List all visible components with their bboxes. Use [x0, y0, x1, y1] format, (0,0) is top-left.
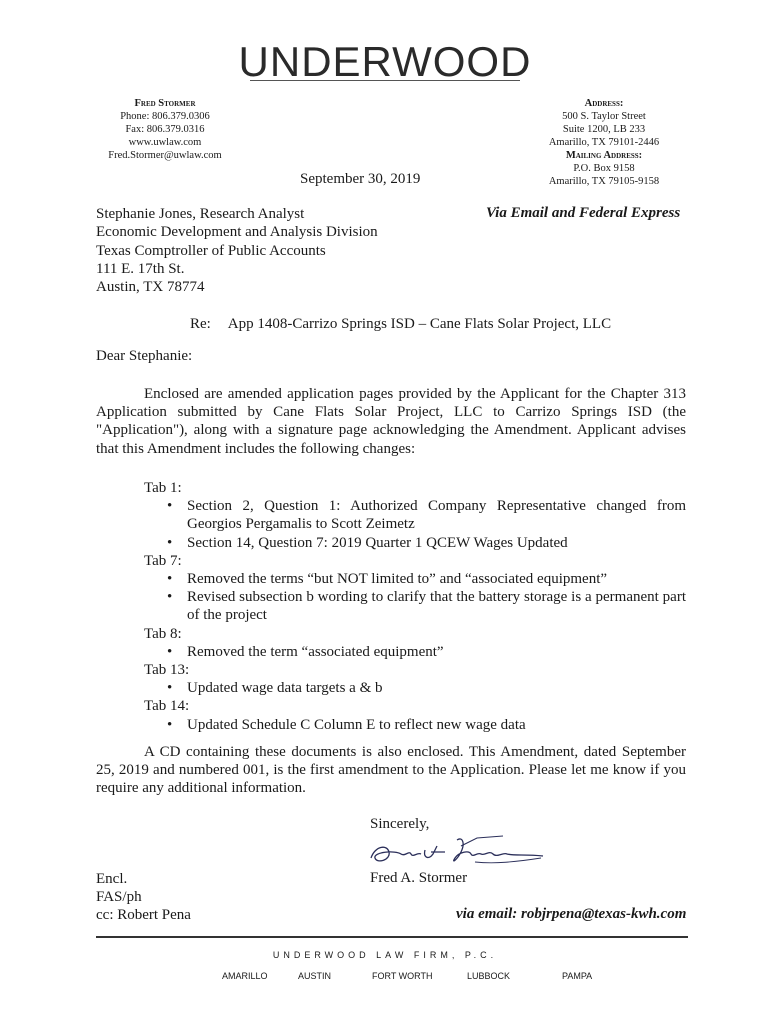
tab-label: Tab 13:: [144, 662, 190, 679]
paragraph-text: Enclosed are amended application pages provided by the Applicant for the Chapter 313 Application submitted by Cane Flats Solar Project, LLC to Carrizo Springs ISD (the "Application"), along with a signature page acknowledging the Amendment. Applicant advises that this Amendment includes the following changes:: [96, 386, 686, 457]
tab-1-items: [144, 497, 686, 552]
signer-name: Fred A. Stormer: [370, 870, 468, 886]
mailing-address-line: Amarillo, TX 79105-9158: [548, 176, 660, 187]
recipient-line: Economic Development and Analysis Division: [96, 224, 378, 241]
body-paragraph-1: [96, 385, 686, 458]
tab-label: Tab 14:: [144, 698, 190, 715]
mailing-address-label: Mailing Address:: [565, 150, 643, 161]
tab-13-items: [144, 679, 686, 697]
typist-initials: FAS/ph: [96, 889, 142, 906]
logo-underline: [250, 80, 520, 81]
tab-label: Tab 7:: [144, 552, 182, 569]
recipient-line: Stephanie Jones, Research Analyst: [96, 206, 305, 222]
re-line: [190, 316, 611, 333]
address-line: Suite 1200, LB 233: [562, 124, 646, 135]
list-item: • Updated Schedule C Column E to reflect new wage data: [144, 716, 686, 734]
cc-line: cc: Robert Pena: [96, 907, 191, 924]
body-paragraph-2: [96, 743, 686, 798]
recipient-address: [96, 205, 378, 296]
office-city: AMARILLO: [222, 971, 268, 981]
address-line: Amarillo, TX 79101-2446: [548, 137, 660, 148]
footer-divider: [96, 936, 688, 938]
footer-firm-name: UNDERWOOD LAW FIRM, P.C.: [272, 950, 498, 960]
sender-name: Fred Stormer: [134, 98, 196, 109]
firm-logo-title: UNDERWOOD: [238, 38, 532, 85]
recipient-line: Texas Comptroller of Public Accounts: [96, 242, 326, 259]
tab-label: Tab 1:: [144, 480, 182, 496]
signature-graphic: [365, 832, 555, 872]
sender-contact-block: [80, 97, 250, 162]
tab-14-items: [144, 716, 686, 734]
changes-list: [144, 479, 686, 734]
closing-sincerely: Sincerely,: [370, 816, 430, 832]
re-label: Re:: [190, 316, 211, 332]
sender-email: Fred.Stormer@uwlaw.com: [108, 150, 222, 161]
recipient-line: 111 E. 17th St.: [96, 260, 185, 277]
recipient-line: Austin, TX 78774: [96, 279, 205, 296]
enclosure-block: [96, 870, 191, 925]
tab-8-items: [144, 643, 686, 661]
address-line: 500 S. Taylor Street: [562, 111, 646, 122]
list-item: • Revised subsection b wording to clarify that the battery storage is a permanent part of the project: [144, 588, 686, 624]
re-subject: App 1408-Carrizo Springs ISD – Cane Flats Solar Project, LLC: [227, 316, 612, 332]
list-item: • Removed the term “associated equipment”: [144, 643, 686, 661]
office-city: PAMPA: [562, 971, 593, 981]
salutation: Dear Stephanie:: [96, 348, 193, 364]
office-city: AUSTIN: [298, 971, 332, 981]
sender-fax: Fax: 806.379.0316: [125, 124, 205, 135]
office-city: LUBBOCK: [467, 971, 511, 981]
cc-email: via email: robjrpena@texas-kwh.com: [456, 906, 687, 922]
list-item: • Section 14, Question 7: 2019 Quarter 1 QCEW Wages Updated: [144, 534, 686, 552]
list-item: • Section 2, Question 1: Authorized Company Representative changed from Georgios Pergamalis to Scott Zeimetz: [144, 497, 686, 533]
firm-address-block: [530, 97, 678, 188]
list-item: • Updated wage data targets a & b: [144, 679, 686, 697]
address-label: Address:: [584, 98, 624, 109]
enclosure-note: Encl.: [96, 871, 128, 887]
mailing-address-line: P.O. Box 9158: [573, 163, 635, 174]
office-city: FORT WORTH: [372, 971, 433, 981]
letter-date: September 30, 2019: [300, 171, 421, 187]
delivery-method: Via Email and Federal Express: [486, 205, 681, 221]
sender-website: www.uwlaw.com: [128, 137, 202, 148]
sender-phone: Phone: 806.379.0306: [120, 111, 210, 122]
list-item: • Removed the terms “but NOT limited to” and “associated equipment”: [144, 570, 686, 588]
tab-label: Tab 8:: [144, 625, 182, 642]
tab-7-items: [144, 570, 686, 625]
paragraph-text: A CD containing these documents is also enclosed. This Amendment, dated September 25, 2019 and numbered 001, is the first amendment to the Application. Please let me know if you require any additional information.: [96, 744, 686, 797]
